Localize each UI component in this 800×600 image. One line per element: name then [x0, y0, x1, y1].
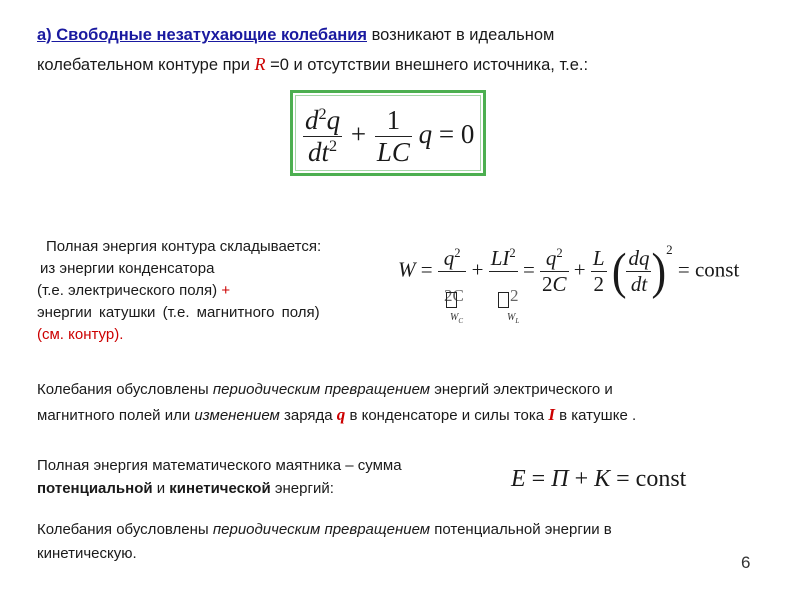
capacitor-energy-label: $W_C$	[450, 312, 464, 325]
pendulum-line-2: потенциальной и кинетической энергий:	[37, 480, 334, 497]
pendulum-line-1: Полная энергия математического маятника – сумма	[37, 457, 402, 474]
oscillation-para-line-1: Колебания обусловлены периодическим превращением энергий электрического и	[37, 381, 613, 398]
final-para-line-1: Колебания обусловлены периодическим превращением потенциальной энергии в	[37, 521, 612, 538]
capacitor-denominator: 2C	[444, 286, 464, 305]
coil-denominator: 2	[510, 286, 519, 305]
final-para-line-2: кинетическую.	[37, 545, 137, 562]
placeholder-box-icon	[446, 292, 457, 308]
heading-text-3: =0 и отсутствии внешнего источника, т.е.:	[265, 56, 589, 74]
page-number: 6	[741, 553, 751, 572]
energy-line-1: Полная энергия контура складывается:	[46, 238, 322, 255]
heading-text: возникают в идеальном	[367, 26, 555, 44]
oscillation-para-line-2: магнитного полей или изменением заряда q в конденсаторе и силы тока I в катушке .	[37, 405, 637, 424]
oscillation-equation: $\frac{d^2q}{dt^2}$ + $\frac{1}{LC}$ q = 0	[305, 105, 475, 168]
heading-line-2	[37, 54, 588, 75]
section-title: а) Свободные незатухающие колебания	[37, 26, 367, 44]
energy-line-3: (т.е. электрического поля) +	[37, 282, 231, 299]
placeholder-box-icon-2	[498, 292, 509, 308]
heading-text-2: колебательном контуре при	[37, 56, 255, 74]
coil-energy-label: $W_L$	[507, 312, 520, 325]
energy-line-4: энергии катушки (т.е. магнитного поля)	[37, 304, 320, 321]
energy-line-5: (см. контур).	[37, 326, 124, 343]
resistance-symbol: R	[254, 54, 266, 74]
oscillation-equation-box	[290, 90, 486, 176]
total-energy-equation: W = $q^2$ + $LI^2$ = $\frac{q^2}{2C}$ + $\frac{L}{2}$ ( $\frac{dq}{dt}$ )$^2$ = const	[398, 242, 740, 300]
heading-line-1	[37, 26, 554, 45]
energy-line-2: из энергии конденсатора	[40, 260, 215, 277]
pendulum-energy-equation: E = П + K = const	[511, 466, 687, 492]
